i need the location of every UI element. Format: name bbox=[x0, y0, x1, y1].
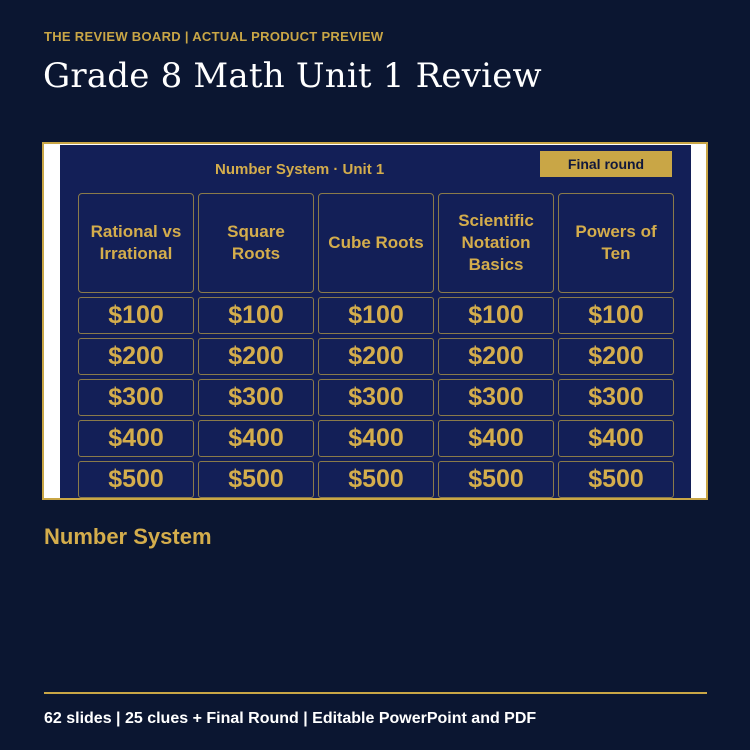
clue-cell[interactable]: $300 bbox=[318, 379, 434, 416]
category-header: Powers of Ten bbox=[558, 193, 674, 293]
category-header: Rational vs Irrational bbox=[78, 193, 194, 293]
clue-cell[interactable]: $300 bbox=[558, 379, 674, 416]
board-title: Number System · Unit 1 bbox=[215, 161, 385, 178]
category-header: Scientific Notation Basics bbox=[438, 193, 554, 293]
footer-info: 62 slides | 25 clues + Final Round | Editable PowerPoint and PDF bbox=[44, 710, 537, 727]
clue-cell[interactable]: $500 bbox=[78, 461, 194, 498]
clue-cell[interactable]: $100 bbox=[438, 297, 554, 334]
clue-cell[interactable]: $200 bbox=[318, 338, 434, 375]
clue-cell[interactable]: $300 bbox=[198, 379, 314, 416]
clue-cell[interactable]: $500 bbox=[198, 461, 314, 498]
clue-cell[interactable]: $200 bbox=[558, 338, 674, 375]
clue-cell[interactable]: $400 bbox=[78, 420, 194, 457]
page-title: Grade 8 Math Unit 1 Review bbox=[43, 56, 542, 96]
clue-cell[interactable]: $200 bbox=[78, 338, 194, 375]
board-grid bbox=[78, 193, 674, 498]
clue-cell[interactable]: $500 bbox=[558, 461, 674, 498]
clue-cell[interactable]: $100 bbox=[558, 297, 674, 334]
clue-cell[interactable]: $300 bbox=[438, 379, 554, 416]
clue-cell[interactable]: $100 bbox=[318, 297, 434, 334]
clue-cell[interactable]: $400 bbox=[318, 420, 434, 457]
game-board bbox=[60, 145, 691, 498]
clue-cell[interactable]: $400 bbox=[438, 420, 554, 457]
final-round-button[interactable]: Final round bbox=[540, 151, 672, 177]
clue-cell[interactable]: $100 bbox=[78, 297, 194, 334]
eyebrow-label: THE REVIEW BOARD | ACTUAL PRODUCT PREVIEW bbox=[44, 29, 384, 44]
divider bbox=[44, 692, 707, 694]
clue-cell[interactable]: $200 bbox=[438, 338, 554, 375]
preview-frame bbox=[42, 142, 708, 500]
clue-cell[interactable]: $400 bbox=[198, 420, 314, 457]
category-header: Square Roots bbox=[198, 193, 314, 293]
clue-cell[interactable]: $300 bbox=[78, 379, 194, 416]
clue-cell[interactable]: $100 bbox=[198, 297, 314, 334]
category-header: Cube Roots bbox=[318, 193, 434, 293]
clue-cell[interactable]: $200 bbox=[198, 338, 314, 375]
clue-cell[interactable]: $400 bbox=[558, 420, 674, 457]
clue-cell[interactable]: $500 bbox=[318, 461, 434, 498]
clue-cell[interactable]: $500 bbox=[438, 461, 554, 498]
section-subtitle: Number System bbox=[44, 524, 212, 549]
